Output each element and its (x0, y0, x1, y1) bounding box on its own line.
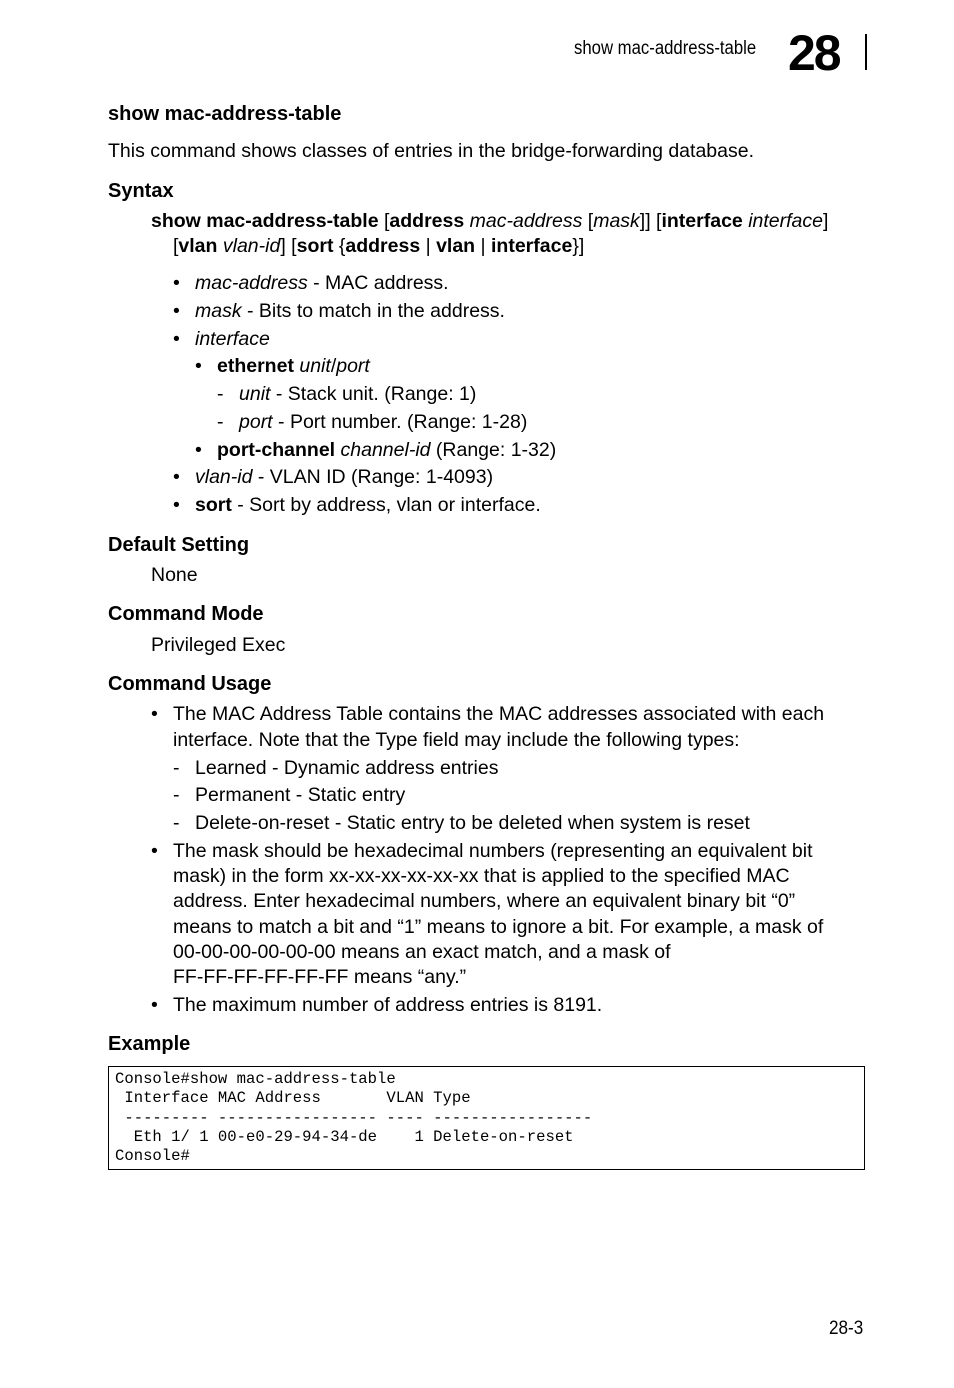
syntax-arg-vlan: vlan-id (222, 235, 281, 257)
syntax-punct: ] [ (280, 235, 297, 257)
example-code-box (108, 1066, 865, 1170)
default-setting-value: None (151, 564, 198, 586)
param-keyword: sort (195, 494, 232, 516)
bullet-marker: • (173, 466, 180, 488)
bullet-marker: • (151, 994, 158, 1016)
param-ethernet (217, 355, 370, 378)
param-interface: interface (195, 328, 270, 350)
param-keyword: ethernet (217, 355, 294, 377)
syntax-arg-mask: mask (593, 210, 640, 232)
param-desc: - Port number. (Range: 1-28) (272, 411, 528, 433)
syntax-kw-vlan: vlan (436, 235, 476, 257)
chapter-number: 28 (788, 25, 840, 81)
usage-text-line: address. Enter hexadecimal numbers, where an equivalent binary bit “0” (173, 890, 796, 912)
syntax-line-2 (173, 235, 584, 258)
param-mac-address (195, 272, 449, 295)
usage-text-line: 00-00-00-00-00-00 means an exact match, and a mask of (173, 941, 671, 963)
chapter-divider (865, 34, 867, 70)
dash-marker: - (173, 757, 180, 779)
param-name: mac-address (195, 272, 308, 294)
command-mode-heading: Command Mode (108, 603, 264, 625)
syntax-kw-interface: interface (491, 235, 573, 257)
usage-text-line: The MAC Address Table contains the MAC addresses associated with each (173, 703, 825, 725)
default-setting-heading: Default Setting (108, 534, 250, 556)
bullet-marker: • (195, 439, 202, 461)
dash-marker: - (217, 383, 224, 405)
syntax-punct: ] (822, 210, 829, 232)
param-unit (239, 383, 476, 406)
param-name: mask (195, 300, 242, 322)
syntax-kw-interface: interface (661, 210, 743, 232)
param-desc: - Sort by address, vlan or interface. (231, 494, 541, 516)
running-head-title: show mac-address-table (574, 38, 757, 59)
bullet-marker: • (173, 328, 180, 350)
usage-text-line: The mask should be hexadecimal numbers (representing an equivalent bit (173, 840, 813, 862)
dash-marker: - (173, 784, 180, 806)
syntax-punct: ]] [ (639, 210, 662, 232)
syntax-arg-mac: mac-address (469, 210, 583, 232)
syntax-kw-address: address (345, 235, 421, 257)
syntax-kw-address: address (389, 210, 465, 232)
param-arg: channel-id (340, 439, 431, 461)
syntax-punct: { (333, 235, 346, 257)
usage-text-line: The maximum number of address entries is 8191. (173, 994, 603, 1016)
param-desc: - Stack unit. (Range: 1) (270, 383, 477, 405)
param-mask (195, 300, 505, 323)
code-line: Console# (115, 1147, 190, 1165)
param-name: vlan-id (195, 466, 253, 488)
syntax-line-1 (151, 210, 828, 233)
command-usage-heading: Command Usage (108, 673, 272, 695)
usage-type-item: Delete-on-reset - Static entry to be deleted when system is reset (195, 812, 750, 834)
code-line: Console#show mac-address-table (115, 1070, 396, 1088)
bullet-marker: • (151, 840, 158, 862)
param-desc: - VLAN ID (Range: 1-4093) (252, 466, 494, 488)
usage-text-line: means to match a bit and “1” means to ignore a bit. For example, a mask of (173, 916, 824, 938)
bullet-marker: • (195, 355, 202, 377)
command-mode-value: Privileged Exec (151, 634, 286, 656)
dash-marker: - (217, 411, 224, 433)
syntax-command: show mac-address-table (151, 210, 379, 232)
param-name: port (239, 411, 273, 433)
section-intro: This command shows classes of entries in the bridge-forwarding database. (108, 140, 754, 162)
param-slash: / (330, 355, 337, 377)
usage-type-item: Permanent - Static entry (195, 784, 406, 806)
syntax-punct: | (475, 235, 492, 257)
param-desc: (Range: 1-32) (430, 439, 557, 461)
param-port (239, 411, 527, 434)
bullet-marker: • (151, 703, 158, 725)
param-arg-port: port (336, 355, 370, 377)
syntax-punct: [ (582, 210, 594, 232)
usage-text-line: mask) in the form xx-xx-xx-xx-xx-xx that is applied to the specified MAC (173, 865, 790, 887)
dash-marker: - (173, 812, 180, 834)
param-vlan-id (195, 466, 493, 489)
param-keyword: port-channel (217, 439, 336, 461)
bullet-marker: • (173, 494, 180, 516)
param-name: unit (239, 383, 271, 405)
code-line: --------- ----------------- ---- ----------------- (115, 1109, 593, 1127)
syntax-punct: | (420, 235, 437, 257)
syntax-kw-vlan: vlan (178, 235, 218, 257)
code-line: Interface MAC Address VLAN Type (115, 1089, 471, 1107)
page-number: 28-3 (829, 1318, 864, 1339)
syntax-arg-interface: interface (748, 210, 823, 232)
code-line: Eth 1/ 1 00-e0-29-94-34-de 1 Delete-on-reset (115, 1128, 574, 1146)
syntax-punct: }] (572, 235, 585, 257)
param-desc: - Bits to match in the address. (241, 300, 505, 322)
param-arg-unit: unit (299, 355, 331, 377)
section-title: show mac-address-table (108, 103, 342, 125)
syntax-punct: [ (173, 235, 179, 257)
param-port-channel (217, 439, 556, 462)
example-heading: Example (108, 1033, 191, 1055)
bullet-marker: • (173, 272, 180, 294)
usage-text-line: interface. Note that the Type field may include the following types: (173, 729, 740, 751)
usage-type-item: Learned - Dynamic address entries (195, 757, 499, 779)
syntax-punct: [ (378, 210, 390, 232)
syntax-kw-sort: sort (296, 235, 334, 257)
syntax-heading: Syntax (108, 180, 174, 202)
param-desc: - MAC address. (307, 272, 449, 294)
bullet-marker: • (173, 300, 180, 322)
usage-text-line: FF-FF-FF-FF-FF-FF means “any.” (173, 966, 467, 988)
param-sort (195, 494, 541, 517)
